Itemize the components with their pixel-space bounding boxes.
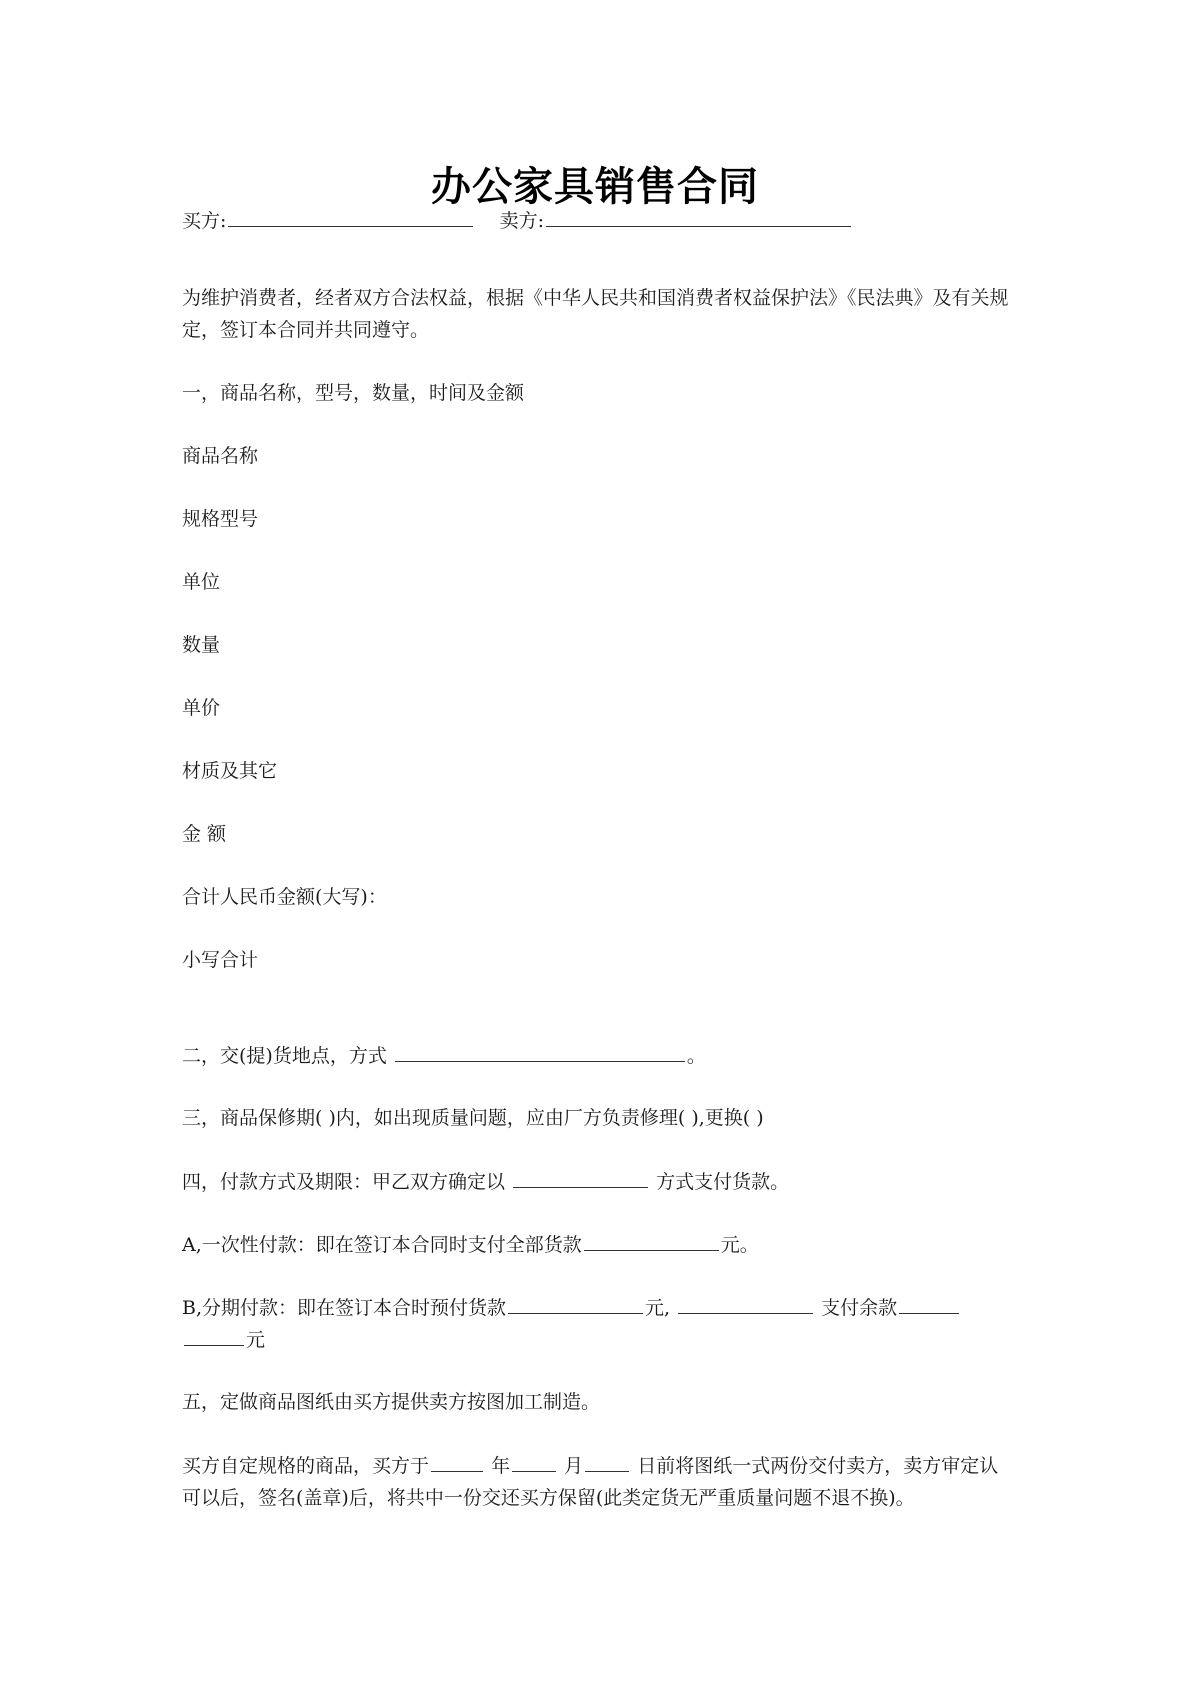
- field-model: 规格型号: [182, 508, 259, 530]
- year-blank: [431, 1449, 483, 1472]
- option-b-time-blank: [678, 1291, 813, 1314]
- option-b-line: [182, 1291, 961, 1324]
- parties-line: [182, 204, 853, 237]
- option-b-mid: 元,: [645, 1297, 671, 1319]
- day-blank: [585, 1449, 629, 1472]
- field-unit-price: 单价: [182, 697, 221, 719]
- field-total-lowercase: 小写合计: [182, 949, 259, 971]
- seller-blank: [546, 204, 851, 227]
- section4-text: 四，付款方式及期限：甲乙双方确定以: [182, 1171, 506, 1193]
- field-amount: 金 额: [182, 823, 227, 845]
- section5-rest: 日前将图纸一式两份交付卖方，卖方审定认可以后，签名(盖章)后，将共中一份交还买方保留(此类定货无严重质量问题不退不换)。: [182, 1455, 999, 1509]
- option-a-amount-blank: [584, 1228, 719, 1251]
- buyer-label: 买方:: [182, 210, 227, 232]
- field-product-name: 商品名称: [182, 445, 259, 467]
- option-b-suffix: 元: [246, 1329, 266, 1351]
- option-b-balance-blank-cont: [184, 1323, 244, 1346]
- seller-label: 卖方:: [499, 210, 544, 232]
- section4-line: [182, 1165, 789, 1198]
- field-material: 材质及其它: [182, 760, 278, 782]
- section5-heading: 五，定做商品图纸由买方提供卖方按图加工制造。: [182, 1391, 601, 1413]
- option-b-balance-label: 支付余款: [821, 1297, 898, 1319]
- option-a-text: A,一次性付款：即在签订本合同时支付全部货款: [182, 1234, 582, 1256]
- document-title: 办公家具销售合同: [431, 164, 759, 210]
- option-b-text: B,分期付款：即在签订本合时预付货款: [182, 1297, 507, 1319]
- field-quantity: 数量: [182, 634, 221, 656]
- option-a-line: [182, 1228, 759, 1261]
- buyer-blank: [228, 204, 473, 227]
- field-total-uppercase: 合计人民币金额(大写)：: [182, 886, 387, 908]
- option-b-line-cont: [182, 1323, 265, 1356]
- section2-line: [182, 1039, 706, 1072]
- option-b-balance-blank: [899, 1291, 959, 1314]
- intro-paragraph: 为维护消费者，经者双方合法权益，根据《中华人民共和国消费者权益保护法》《民法典》及有关规定，签订本合同并共同遵守。: [182, 287, 1009, 341]
- section2-text: 二，交(提)货地点，方式: [182, 1045, 387, 1067]
- year-label: 年: [491, 1455, 511, 1477]
- field-unit: 单位: [182, 571, 221, 593]
- delivery-blank: [395, 1039, 685, 1062]
- payment-method-blank: [513, 1165, 648, 1188]
- section3-line: 三，商品保修期( )内，如出现质量问题，应由厂方负责修理( ),更换( ): [182, 1107, 764, 1129]
- section5-text: 买方自定规格的商品，买方于: [182, 1455, 430, 1477]
- month-label: 月: [564, 1455, 584, 1477]
- section2-suffix: 。: [686, 1045, 706, 1067]
- section1-heading: 一，商品名称，型号，数量，时间及金额: [182, 382, 525, 404]
- section5-paragraph: [182, 1449, 1012, 1514]
- month-blank: [512, 1449, 556, 1472]
- section4-suffix: 方式支付货款。: [656, 1171, 790, 1193]
- option-a-suffix: 元。: [720, 1234, 759, 1256]
- option-b-deposit-blank: [508, 1291, 643, 1314]
